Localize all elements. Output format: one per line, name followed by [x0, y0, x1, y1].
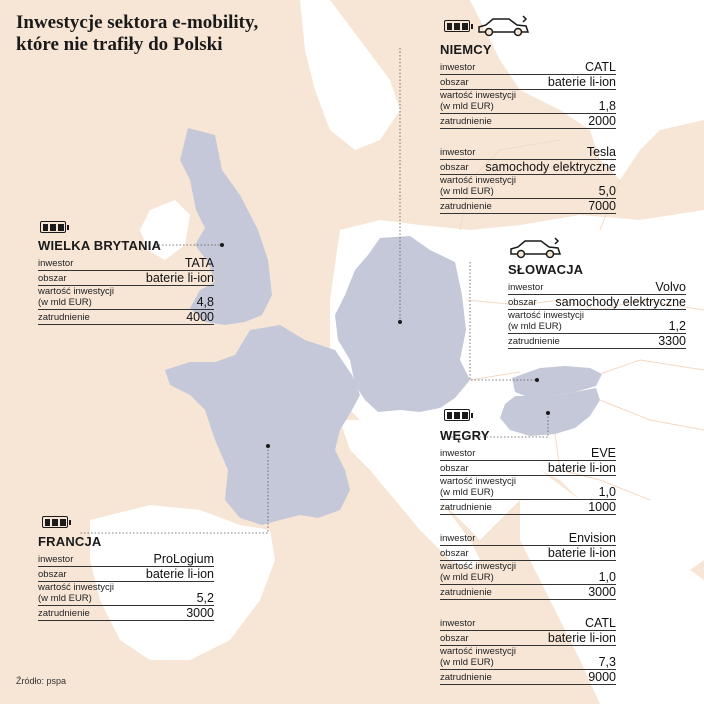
label-value: wartość inwestycji (w mld EUR)	[508, 310, 585, 332]
label-value: wartość inwestycji (w mld EUR)	[440, 476, 517, 498]
france-block	[38, 534, 214, 621]
slovakia-item-1	[508, 280, 686, 349]
employment-value: 3000	[588, 585, 616, 599]
label-area: obszar	[508, 297, 537, 308]
hungary-item-2	[440, 531, 616, 600]
hungary-name: WĘGRY	[440, 428, 490, 443]
investment-value: 5,0	[598, 184, 616, 198]
germany-icons	[444, 14, 532, 38]
employment-value: 4000	[186, 310, 214, 324]
label-investor: inwestor	[508, 282, 544, 293]
investor-value: EVE	[590, 446, 616, 460]
hungary-icons	[444, 409, 470, 421]
label-value: wartość inwestycji (w mld EUR)	[440, 561, 517, 583]
employment-value: 1000	[588, 500, 616, 514]
label-employment: zatrudnienie	[440, 587, 492, 598]
investor-value: Envision	[568, 531, 616, 545]
label-value: wartość inwestycji (w mld EUR)	[38, 582, 115, 604]
label-investor: inwestor	[440, 147, 476, 158]
slovakia-block	[508, 262, 686, 349]
investor-value: Tesla	[586, 145, 616, 159]
area-value: samochody elektryczne	[485, 160, 616, 174]
uk-name: WIELKA BRYTANIA	[38, 238, 162, 253]
area-value: samochody elektryczne	[555, 295, 686, 309]
label-value: wartość inwestycji (w mld EUR)	[440, 175, 517, 197]
label-area: obszar	[440, 77, 469, 88]
germany-name: NIEMCY	[440, 42, 492, 57]
label-employment: zatrudnienie	[440, 201, 492, 212]
slovakia-name: SŁOWACJA	[508, 262, 584, 277]
area-value: baterie li-ion	[547, 631, 616, 645]
france-icons	[42, 516, 68, 528]
battery-icon	[444, 20, 470, 32]
area-value: baterie li-ion	[547, 546, 616, 560]
label-employment: zatrudnienie	[440, 672, 492, 683]
label-value: wartość inwestycji (w mld EUR)	[440, 646, 517, 668]
uk-item-1	[38, 256, 214, 325]
germany-item-1	[440, 60, 616, 129]
investor-value: CATL	[584, 60, 616, 74]
label-employment: zatrudnienie	[440, 116, 492, 127]
label-area: obszar	[38, 273, 67, 284]
employment-value: 3300	[658, 334, 686, 348]
employment-value: 7000	[588, 199, 616, 213]
label-investor: inwestor	[440, 448, 476, 459]
hungary-block	[440, 428, 616, 685]
investment-value: 1,0	[598, 485, 616, 499]
label-area: obszar	[440, 162, 469, 173]
employment-value: 2000	[588, 114, 616, 128]
label-investor: inwestor	[38, 258, 74, 269]
battery-icon	[42, 516, 68, 528]
area-value: baterie li-ion	[547, 461, 616, 475]
investor-value: CATL	[584, 616, 616, 630]
investor-value: TATA	[184, 256, 214, 270]
france-shape	[165, 325, 360, 525]
germany-item-2	[440, 145, 616, 214]
germany-block	[440, 42, 616, 214]
investment-value: 1,2	[668, 319, 686, 333]
employment-value: 9000	[588, 670, 616, 684]
electric-car-icon	[476, 14, 532, 38]
label-employment: zatrudnienie	[38, 312, 90, 323]
battery-icon	[444, 409, 470, 421]
area-value: baterie li-ion	[145, 567, 214, 581]
label-employment: zatrudnienie	[508, 336, 560, 347]
label-area: obszar	[38, 569, 67, 580]
hungary-item-1	[440, 446, 616, 515]
label-investor: inwestor	[440, 62, 476, 73]
area-value: baterie li-ion	[547, 75, 616, 89]
label-area: obszar	[440, 633, 469, 644]
label-area: obszar	[440, 463, 469, 474]
title-line-2: które nie trafiły do Polski	[16, 34, 223, 55]
title-line-1: Inwestycje sektora e-mobility,	[16, 12, 259, 33]
label-value: wartość inwestycji (w mld EUR)	[440, 90, 517, 112]
chart-title	[16, 12, 258, 56]
land-norway	[300, 0, 400, 150]
uk-icons	[40, 221, 66, 233]
investment-value: 1,0	[598, 570, 616, 584]
investor-value: Volvo	[655, 280, 686, 294]
investment-value: 4,8	[196, 295, 214, 309]
electric-car-icon	[508, 236, 564, 260]
france-name: FRANCJA	[38, 534, 102, 549]
label-employment: zatrudnienie	[38, 608, 90, 619]
investment-value: 1,8	[598, 99, 616, 113]
label-investor: inwestor	[440, 533, 476, 544]
hungary-item-3	[440, 616, 616, 685]
employment-value: 3000	[186, 606, 214, 620]
investment-value: 7,3	[598, 655, 616, 669]
area-value: baterie li-ion	[145, 271, 214, 285]
slovakia-icons	[508, 236, 564, 260]
source-note: Źródło: pspa	[16, 676, 67, 686]
label-area: obszar	[440, 548, 469, 559]
investment-value: 5,2	[196, 591, 214, 605]
label-employment: zatrudnienie	[440, 502, 492, 513]
label-value: wartość inwestycji (w mld EUR)	[38, 286, 115, 308]
battery-icon	[40, 221, 66, 233]
france-item-1	[38, 552, 214, 621]
uk-block	[38, 238, 214, 325]
investor-value: ProLogium	[153, 552, 214, 566]
label-investor: inwestor	[440, 618, 476, 629]
label-investor: inwestor	[38, 554, 74, 565]
